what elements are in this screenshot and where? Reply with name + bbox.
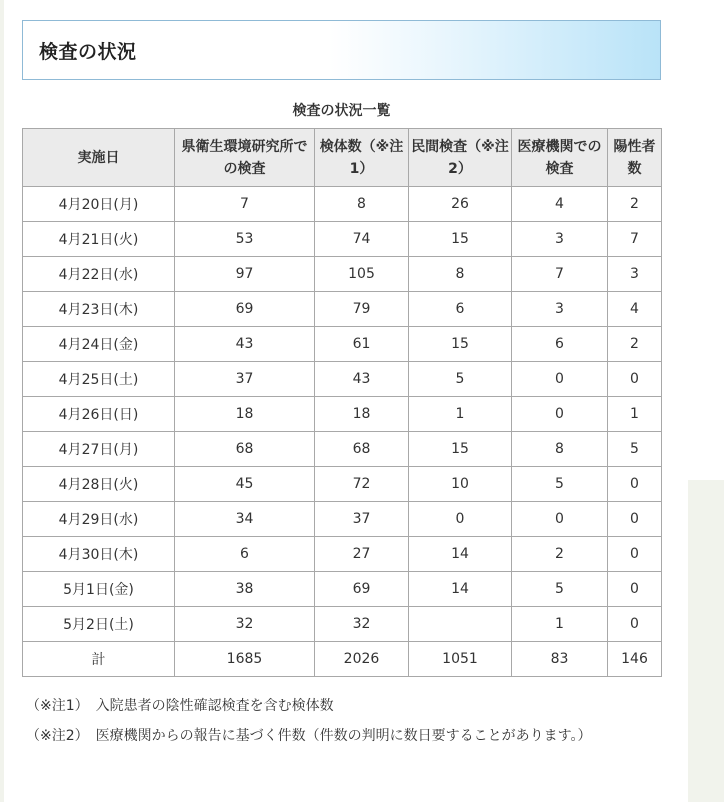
cell-private-test: 10	[409, 467, 512, 502]
cell-date: 4月21日(火)	[23, 222, 175, 257]
header-date: 実施日	[23, 129, 175, 187]
total-medical-institution: 83	[512, 642, 608, 677]
header-medical-institution: 医療機関での検査	[512, 129, 608, 187]
cell-positive: 0	[608, 502, 662, 537]
table-caption: 検査の状況一覧	[292, 103, 391, 119]
table-row	[23, 432, 662, 467]
cell-private-test: 15	[409, 432, 512, 467]
cell-prefectural-lab: 97	[175, 257, 315, 292]
cell-positive: 2	[608, 327, 662, 362]
table-footer	[23, 642, 662, 677]
total-label: 計	[23, 642, 175, 677]
cell-prefectural-lab: 43	[175, 327, 315, 362]
table-row	[23, 327, 662, 362]
cell-specimens: 18	[315, 397, 409, 432]
cell-specimens: 68	[315, 432, 409, 467]
total-private-test: 1051	[409, 642, 512, 677]
footnotes	[22, 691, 661, 751]
table-row	[23, 572, 662, 607]
footnote-1: （※注1） 入院患者の陰性確認検査を含む検体数	[26, 698, 334, 714]
table-row	[23, 397, 662, 432]
cell-positive: 1	[608, 397, 662, 432]
cell-date: 5月2日(土)	[23, 607, 175, 642]
section-heading	[22, 20, 661, 80]
cell-date: 4月28日(火)	[23, 467, 175, 502]
table-row	[23, 187, 662, 222]
cell-private-test: 1	[409, 397, 512, 432]
total-specimens: 2026	[315, 642, 409, 677]
cell-positive: 0	[608, 572, 662, 607]
cell-private-test: 15	[409, 222, 512, 257]
cell-positive: 0	[608, 467, 662, 502]
cell-specimens: 37	[315, 502, 409, 537]
cell-private-test: 14	[409, 572, 512, 607]
cell-specimens: 74	[315, 222, 409, 257]
cell-medical-institution: 3	[512, 222, 608, 257]
total-row	[23, 642, 662, 677]
cell-medical-institution: 4	[512, 187, 608, 222]
cell-specimens: 43	[315, 362, 409, 397]
cell-specimens: 32	[315, 607, 409, 642]
cell-medical-institution: 6	[512, 327, 608, 362]
cell-specimens: 27	[315, 537, 409, 572]
cell-medical-institution: 3	[512, 292, 608, 327]
cell-specimens: 69	[315, 572, 409, 607]
table-header	[23, 129, 662, 187]
cell-medical-institution: 5	[512, 572, 608, 607]
cell-specimens: 8	[315, 187, 409, 222]
cell-date: 4月30日(木)	[23, 537, 175, 572]
cell-medical-institution: 0	[512, 502, 608, 537]
header-prefectural-lab: 県衛生環境研究所での検査	[175, 129, 315, 187]
cell-private-test: 14	[409, 537, 512, 572]
cell-positive: 0	[608, 607, 662, 642]
cell-specimens: 72	[315, 467, 409, 502]
cell-medical-institution: 1	[512, 607, 608, 642]
cell-prefectural-lab: 6	[175, 537, 315, 572]
table-row	[23, 362, 662, 397]
cell-prefectural-lab: 69	[175, 292, 315, 327]
table-row	[23, 467, 662, 502]
header-positive: 陽性者数	[608, 129, 662, 187]
total-prefectural-lab: 1685	[175, 642, 315, 677]
cell-positive: 0	[608, 537, 662, 572]
cell-medical-institution: 2	[512, 537, 608, 572]
cell-positive: 3	[608, 257, 662, 292]
cell-date: 4月27日(月)	[23, 432, 175, 467]
cell-positive: 4	[608, 292, 662, 327]
cell-private-test: 0	[409, 502, 512, 537]
cell-prefectural-lab: 32	[175, 607, 315, 642]
table-row	[23, 537, 662, 572]
left-gutter	[0, 0, 4, 802]
table-row	[23, 257, 662, 292]
right-gutter	[688, 480, 724, 802]
cell-medical-institution: 8	[512, 432, 608, 467]
cell-private-test: 8	[409, 257, 512, 292]
cell-private-test: 15	[409, 327, 512, 362]
cell-date: 4月25日(土)	[23, 362, 175, 397]
table-row	[23, 502, 662, 537]
cell-medical-institution: 5	[512, 467, 608, 502]
cell-prefectural-lab: 34	[175, 502, 315, 537]
cell-prefectural-lab: 53	[175, 222, 315, 257]
cell-medical-institution: 0	[512, 362, 608, 397]
cell-date: 5月1日(金)	[23, 572, 175, 607]
cell-medical-institution: 0	[512, 397, 608, 432]
cell-prefectural-lab: 68	[175, 432, 315, 467]
table-row	[23, 292, 662, 327]
cell-positive: 2	[608, 187, 662, 222]
cell-date: 4月22日(水)	[23, 257, 175, 292]
header-specimens: 検体数（※注1）	[315, 129, 409, 187]
cell-prefectural-lab: 7	[175, 187, 315, 222]
cell-private-test: 5	[409, 362, 512, 397]
cell-private-test: 6	[409, 292, 512, 327]
cell-private-test	[409, 607, 512, 642]
footnote-2: （※注2） 医療機関からの報告に基づく件数（件数の判明に数日要することがあります。）	[26, 728, 592, 744]
cell-prefectural-lab: 45	[175, 467, 315, 502]
table-row	[23, 222, 662, 257]
cell-specimens: 61	[315, 327, 409, 362]
cell-prefectural-lab: 37	[175, 362, 315, 397]
cell-specimens: 79	[315, 292, 409, 327]
cell-medical-institution: 7	[512, 257, 608, 292]
cell-positive: 0	[608, 362, 662, 397]
main-content	[22, 20, 661, 751]
cell-date: 4月26日(日)	[23, 397, 175, 432]
cell-date: 4月23日(木)	[23, 292, 175, 327]
cell-specimens: 105	[315, 257, 409, 292]
section-heading-text: 検査の状況	[39, 40, 137, 63]
cell-private-test: 26	[409, 187, 512, 222]
cell-positive: 5	[608, 432, 662, 467]
header-private-test: 民間検査（※注2）	[409, 129, 512, 187]
cell-positive: 7	[608, 222, 662, 257]
cell-date: 4月29日(水)	[23, 502, 175, 537]
cell-prefectural-lab: 18	[175, 397, 315, 432]
total-positive: 146	[608, 642, 662, 677]
cell-date: 4月24日(金)	[23, 327, 175, 362]
table-body	[23, 187, 662, 642]
cell-prefectural-lab: 38	[175, 572, 315, 607]
cell-date: 4月20日(月)	[23, 187, 175, 222]
header-row	[23, 129, 662, 187]
table-row	[23, 607, 662, 642]
inspection-table	[22, 128, 662, 677]
